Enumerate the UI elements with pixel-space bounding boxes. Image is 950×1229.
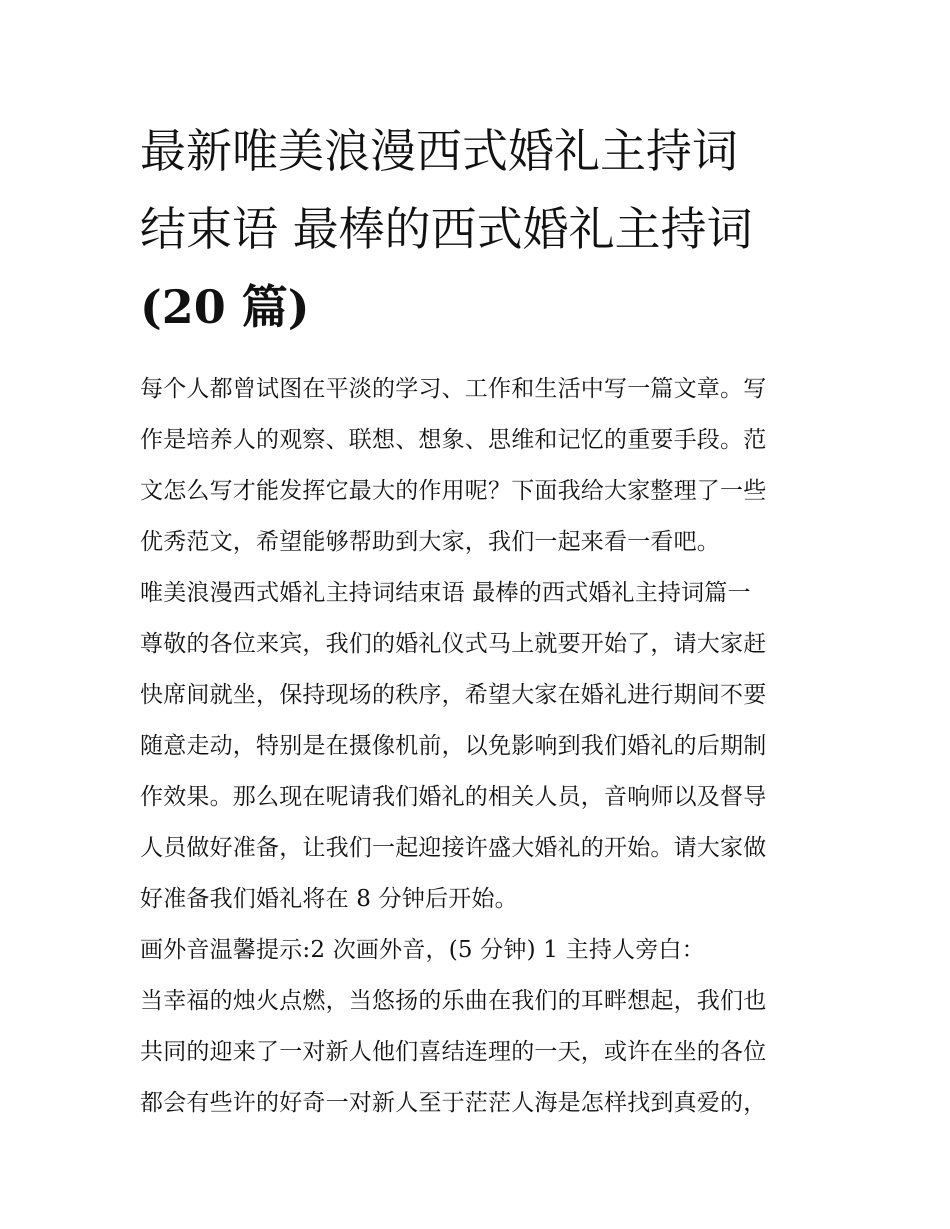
text-line: 作是培养人的观察、联想、想象、思维和记忆的重要手段。范 — [140, 427, 767, 453]
text-line: 优秀范文，希望能够帮助到大家，我们一起来看一看吧。 — [140, 529, 720, 555]
intro-paragraph — [140, 364, 820, 568]
text-line: 作效果。那么现在呢请我们婚礼的相关人员，音响师以及督导 — [140, 784, 767, 810]
text-line: 快席间就坐，保持现场的秩序，希望大家在婚礼进行期间不要 — [140, 682, 767, 708]
title-line-3: (20 篇) — [140, 280, 310, 334]
document-title — [140, 112, 820, 346]
text-line: 尊敬的各位来宾，我们的婚礼仪式马上就要开始了，请大家赶 — [140, 631, 767, 657]
text-line: 唯美浪漫西式婚礼主持词结束语 最棒的西式婚礼主持词篇一 — [140, 580, 751, 606]
text-line: 文怎么写才能发挥它最大的作用呢？下面我给大家整理了一些 — [140, 478, 767, 504]
text-line: 每个人都曾试图在平淡的学习、工作和生活中写一篇文章。写 — [140, 376, 767, 402]
note-paragraph — [140, 925, 820, 976]
title-line-2: 结束语 最棒的西式婚礼主持词 — [140, 202, 753, 256]
text-line: 画外音温馨提示:2 次画外音，(5 分钟) 1 主持人旁白： — [140, 937, 705, 963]
text-line: 当幸福的烛火点燃，当悠扬的乐曲在我们的耳畔想起，我们也 — [140, 988, 767, 1014]
text-line: 都会有些许的好奇一对新人至于茫茫人海是怎样找到真爱的， — [140, 1090, 767, 1116]
text-line: 共同的迎来了一对新人他们喜结连理的一天，或许在坐的各位 — [140, 1039, 767, 1065]
body-paragraph — [140, 976, 820, 1129]
text-line: 人员做好准备，让我们一起迎接许盛大婚礼的开始。请大家做 — [140, 835, 767, 861]
text-line: 随意走动，特别是在摄像机前，以免影响到我们婚礼的后期制 — [140, 733, 767, 759]
title-line-1: 最新唯美浪漫西式婚礼主持词 — [140, 124, 738, 178]
body-paragraph — [140, 619, 820, 925]
section-heading — [140, 568, 820, 619]
text-line: 好准备我们婚礼将在 8 分钟后开始。 — [140, 886, 518, 912]
